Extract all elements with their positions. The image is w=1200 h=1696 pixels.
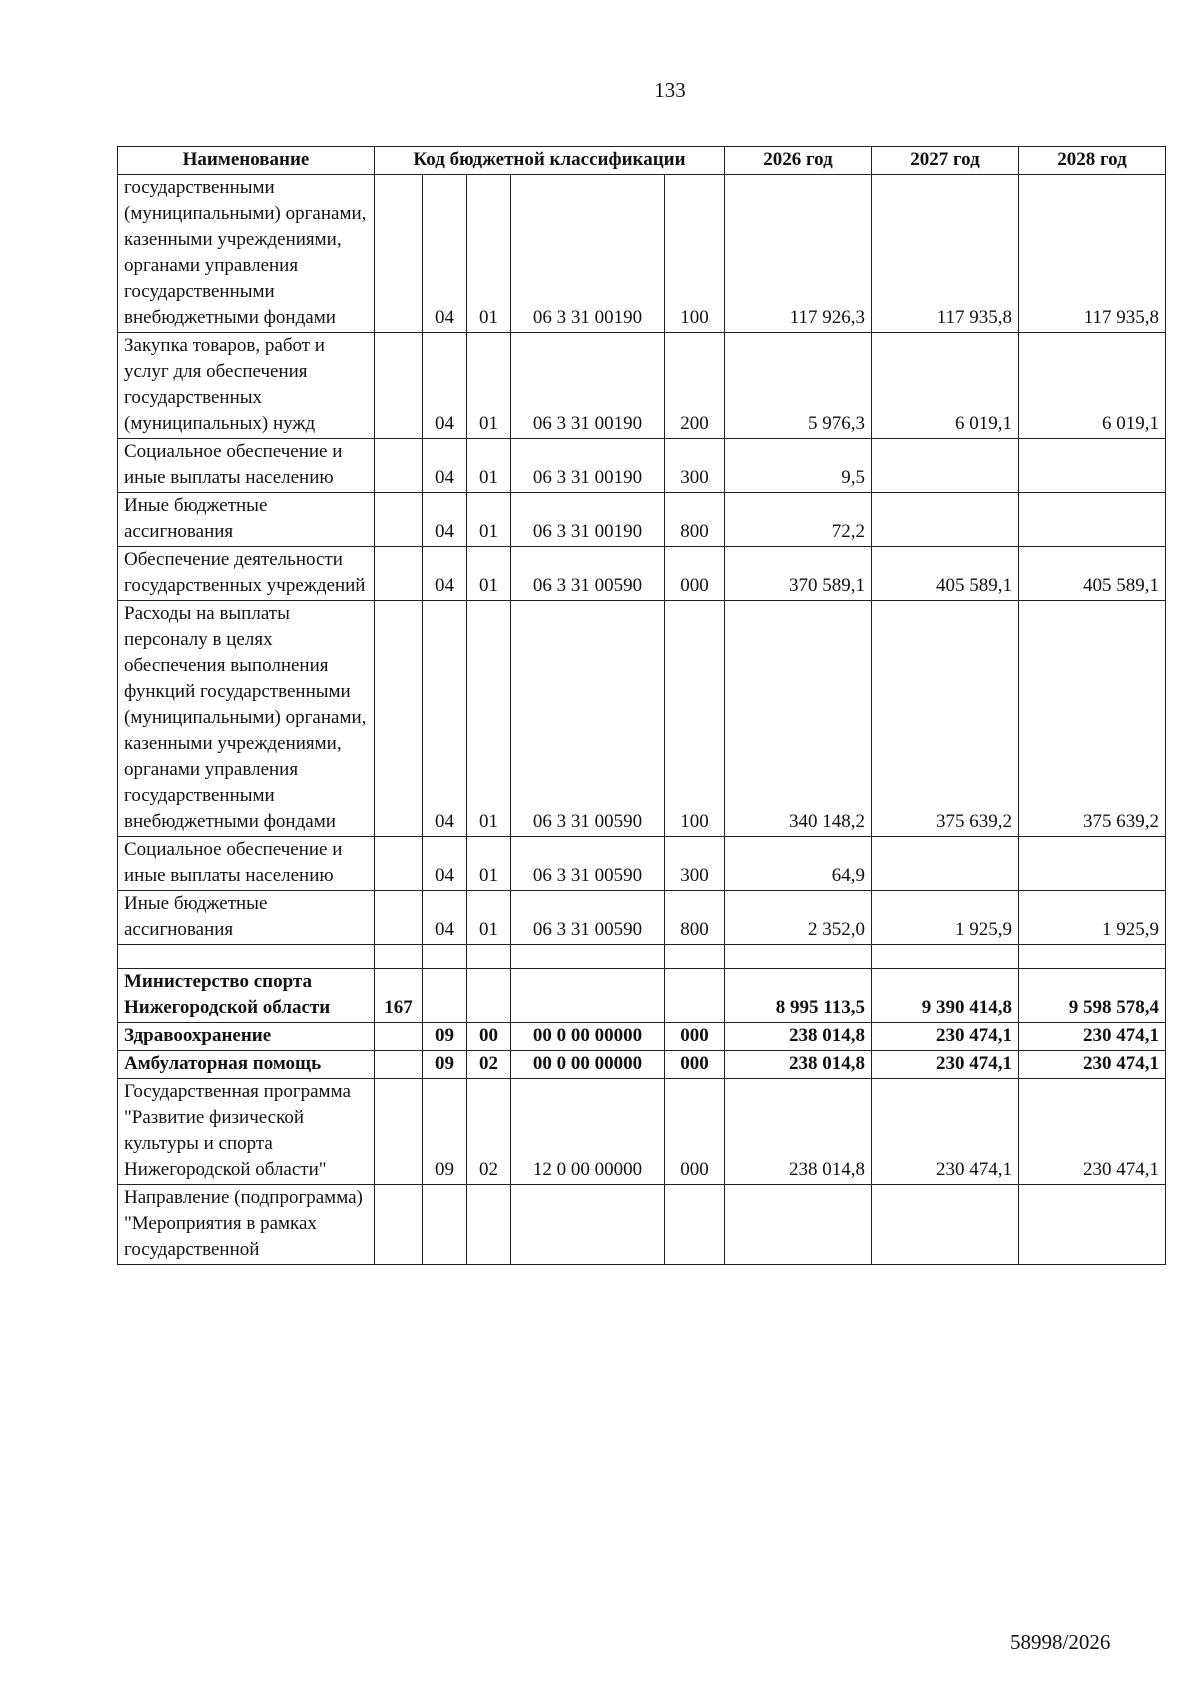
row-2026: 117 926,3 [725, 175, 872, 333]
page-number: 133 [654, 78, 686, 102]
row-2026: 370 589,1 [725, 547, 872, 601]
row-name: Амбулаторная помощь [118, 1051, 375, 1079]
row-pr: 01 [467, 333, 511, 439]
row-2027 [872, 439, 1019, 493]
row-name: Иные бюджетные ассигнования [118, 891, 375, 945]
row-2026: 9,5 [725, 439, 872, 493]
row-2026: 5 976,3 [725, 333, 872, 439]
row-grbs [375, 945, 423, 969]
row-grbs [375, 175, 423, 333]
row-2026: 8 995 113,5 [725, 969, 872, 1023]
row-2026: 72,2 [725, 493, 872, 547]
row-vr [665, 969, 725, 1023]
row-grbs [375, 1079, 423, 1185]
table-row [118, 837, 1166, 891]
row-name: Государственная программа "Развитие физической культуры и спорта Нижегородской области" [118, 1079, 375, 1185]
row-2027: 375 639,2 [872, 601, 1019, 837]
row-rz: 04 [423, 601, 467, 837]
row-name: Направление (подпрограмма) "Мероприятия в рамках государственной [118, 1185, 375, 1265]
row-rz [423, 945, 467, 969]
row-csr: 06 3 31 00590 [511, 891, 665, 945]
row-csr: 06 3 31 00590 [511, 601, 665, 837]
table-row [118, 439, 1166, 493]
row-grbs [375, 891, 423, 945]
table-row [118, 547, 1166, 601]
row-pr: 01 [467, 837, 511, 891]
row-2026: 340 148,2 [725, 601, 872, 837]
row-2028 [1019, 493, 1166, 547]
row-pr: 02 [467, 1051, 511, 1079]
row-rz: 04 [423, 333, 467, 439]
row-name: Здравоохранение [118, 1023, 375, 1051]
row-vr: 800 [665, 493, 725, 547]
row-csr: 06 3 31 00190 [511, 439, 665, 493]
row-pr: 00 [467, 1023, 511, 1051]
row-rz: 09 [423, 1051, 467, 1079]
row-2026: 238 014,8 [725, 1079, 872, 1185]
row-name: Социальное обеспечение и иные выплаты населению [118, 439, 375, 493]
row-csr: 06 3 31 00590 [511, 547, 665, 601]
row-rz: 09 [423, 1079, 467, 1185]
row-2027 [872, 945, 1019, 969]
row-pr: 01 [467, 439, 511, 493]
row-2028 [1019, 837, 1166, 891]
row-rz: 04 [423, 837, 467, 891]
row-grbs [375, 1051, 423, 1079]
row-2026: 2 352,0 [725, 891, 872, 945]
header-2028: 2028 год [1019, 147, 1166, 175]
header-name: Наименование [118, 147, 375, 175]
row-pr: 01 [467, 891, 511, 945]
row-2027: 1 925,9 [872, 891, 1019, 945]
row-vr: 300 [665, 837, 725, 891]
row-vr: 100 [665, 175, 725, 333]
row-vr: 000 [665, 1051, 725, 1079]
row-2027 [872, 1185, 1019, 1265]
row-csr: 06 3 31 00190 [511, 493, 665, 547]
row-grbs [375, 547, 423, 601]
row-vr: 000 [665, 547, 725, 601]
row-pr: 01 [467, 601, 511, 837]
row-rz [423, 1185, 467, 1265]
row-2027: 230 474,1 [872, 1051, 1019, 1079]
row-name: Социальное обеспечение и иные выплаты населению [118, 837, 375, 891]
row-pr [467, 945, 511, 969]
table-row [118, 1079, 1166, 1185]
row-csr: 06 3 31 00190 [511, 175, 665, 333]
row-grbs [375, 601, 423, 837]
row-csr: 06 3 31 00190 [511, 333, 665, 439]
row-2026: 238 014,8 [725, 1051, 872, 1079]
row-name: Иные бюджетные ассигнования [118, 493, 375, 547]
row-pr: 01 [467, 175, 511, 333]
row-csr [511, 945, 665, 969]
row-2026: 238 014,8 [725, 1023, 872, 1051]
row-rz: 04 [423, 891, 467, 945]
document-id: 58998/2026 [1010, 1630, 1111, 1654]
row-rz: 04 [423, 493, 467, 547]
row-vr: 200 [665, 333, 725, 439]
row-pr: 02 [467, 1079, 511, 1185]
row-grbs [375, 439, 423, 493]
row-2028 [1019, 1185, 1166, 1265]
budget-table [117, 146, 1166, 1265]
row-2027 [872, 493, 1019, 547]
row-2028: 1 925,9 [1019, 891, 1166, 945]
row-2027: 6 019,1 [872, 333, 1019, 439]
row-rz [423, 969, 467, 1023]
row-2028: 230 474,1 [1019, 1051, 1166, 1079]
row-vr [665, 1185, 725, 1265]
row-pr [467, 969, 511, 1023]
row-2028: 405 589,1 [1019, 547, 1166, 601]
row-pr [467, 1185, 511, 1265]
row-2027: 9 390 414,8 [872, 969, 1019, 1023]
row-name: Закупка товаров, работ и услуг для обеспечения государственных (муниципальных) нужд [118, 333, 375, 439]
table-row [118, 1185, 1166, 1265]
row-name: Обеспечение деятельности государственных учреждений [118, 547, 375, 601]
row-grbs [375, 333, 423, 439]
row-2028 [1019, 945, 1166, 969]
row-csr: 06 3 31 00590 [511, 837, 665, 891]
row-vr: 000 [665, 1023, 725, 1051]
row-rz: 04 [423, 175, 467, 333]
row-grbs: 167 [375, 969, 423, 1023]
row-2027: 117 935,8 [872, 175, 1019, 333]
row-rz: 09 [423, 1023, 467, 1051]
row-name: государственными (муниципальными) органами, казенными учреждениями, органами управления государственными внебюджетными фондами [118, 175, 375, 333]
row-name: Министерство спорта Нижегородской области [118, 969, 375, 1023]
row-2028: 6 019,1 [1019, 333, 1166, 439]
row-2028: 230 474,1 [1019, 1023, 1166, 1051]
row-2028: 375 639,2 [1019, 601, 1166, 837]
row-2026 [725, 1185, 872, 1265]
row-grbs [375, 493, 423, 547]
table-row [118, 969, 1166, 1023]
table-row [118, 601, 1166, 837]
row-vr: 100 [665, 601, 725, 837]
row-csr: 00 0 00 00000 [511, 1023, 665, 1051]
row-vr: 800 [665, 891, 725, 945]
table-row-empty [118, 945, 1166, 969]
row-2027 [872, 837, 1019, 891]
header-code: Код бюджетной классификации [375, 147, 725, 175]
row-vr: 300 [665, 439, 725, 493]
row-2028: 230 474,1 [1019, 1079, 1166, 1185]
row-grbs [375, 1185, 423, 1265]
table-row [118, 493, 1166, 547]
row-csr [511, 969, 665, 1023]
table-row [118, 175, 1166, 333]
row-2026: 64,9 [725, 837, 872, 891]
row-vr: 000 [665, 1079, 725, 1185]
row-csr [511, 1185, 665, 1265]
row-pr: 01 [467, 547, 511, 601]
row-2028: 9 598 578,4 [1019, 969, 1166, 1023]
row-csr: 12 0 00 00000 [511, 1079, 665, 1185]
row-2027: 230 474,1 [872, 1079, 1019, 1185]
table-row [118, 333, 1166, 439]
table-header-row [118, 147, 1166, 175]
row-name [118, 945, 375, 969]
row-grbs [375, 1023, 423, 1051]
row-csr: 00 0 00 00000 [511, 1051, 665, 1079]
row-rz: 04 [423, 547, 467, 601]
table-row [118, 1023, 1166, 1051]
table-row [118, 1051, 1166, 1079]
row-2028: 117 935,8 [1019, 175, 1166, 333]
row-pr: 01 [467, 493, 511, 547]
row-vr [665, 945, 725, 969]
row-name: Расходы на выплаты персоналу в целях обеспечения выполнения функций государственными (муниципальными) органами, казенными учреждениями, органами управления государственными внебюджетными фондами [118, 601, 375, 837]
row-2028 [1019, 439, 1166, 493]
row-2027: 405 589,1 [872, 547, 1019, 601]
header-2026: 2026 год [725, 147, 872, 175]
row-grbs [375, 837, 423, 891]
header-2027: 2027 год [872, 147, 1019, 175]
row-2027: 230 474,1 [872, 1023, 1019, 1051]
row-rz: 04 [423, 439, 467, 493]
row-2026 [725, 945, 872, 969]
table-row [118, 891, 1166, 945]
